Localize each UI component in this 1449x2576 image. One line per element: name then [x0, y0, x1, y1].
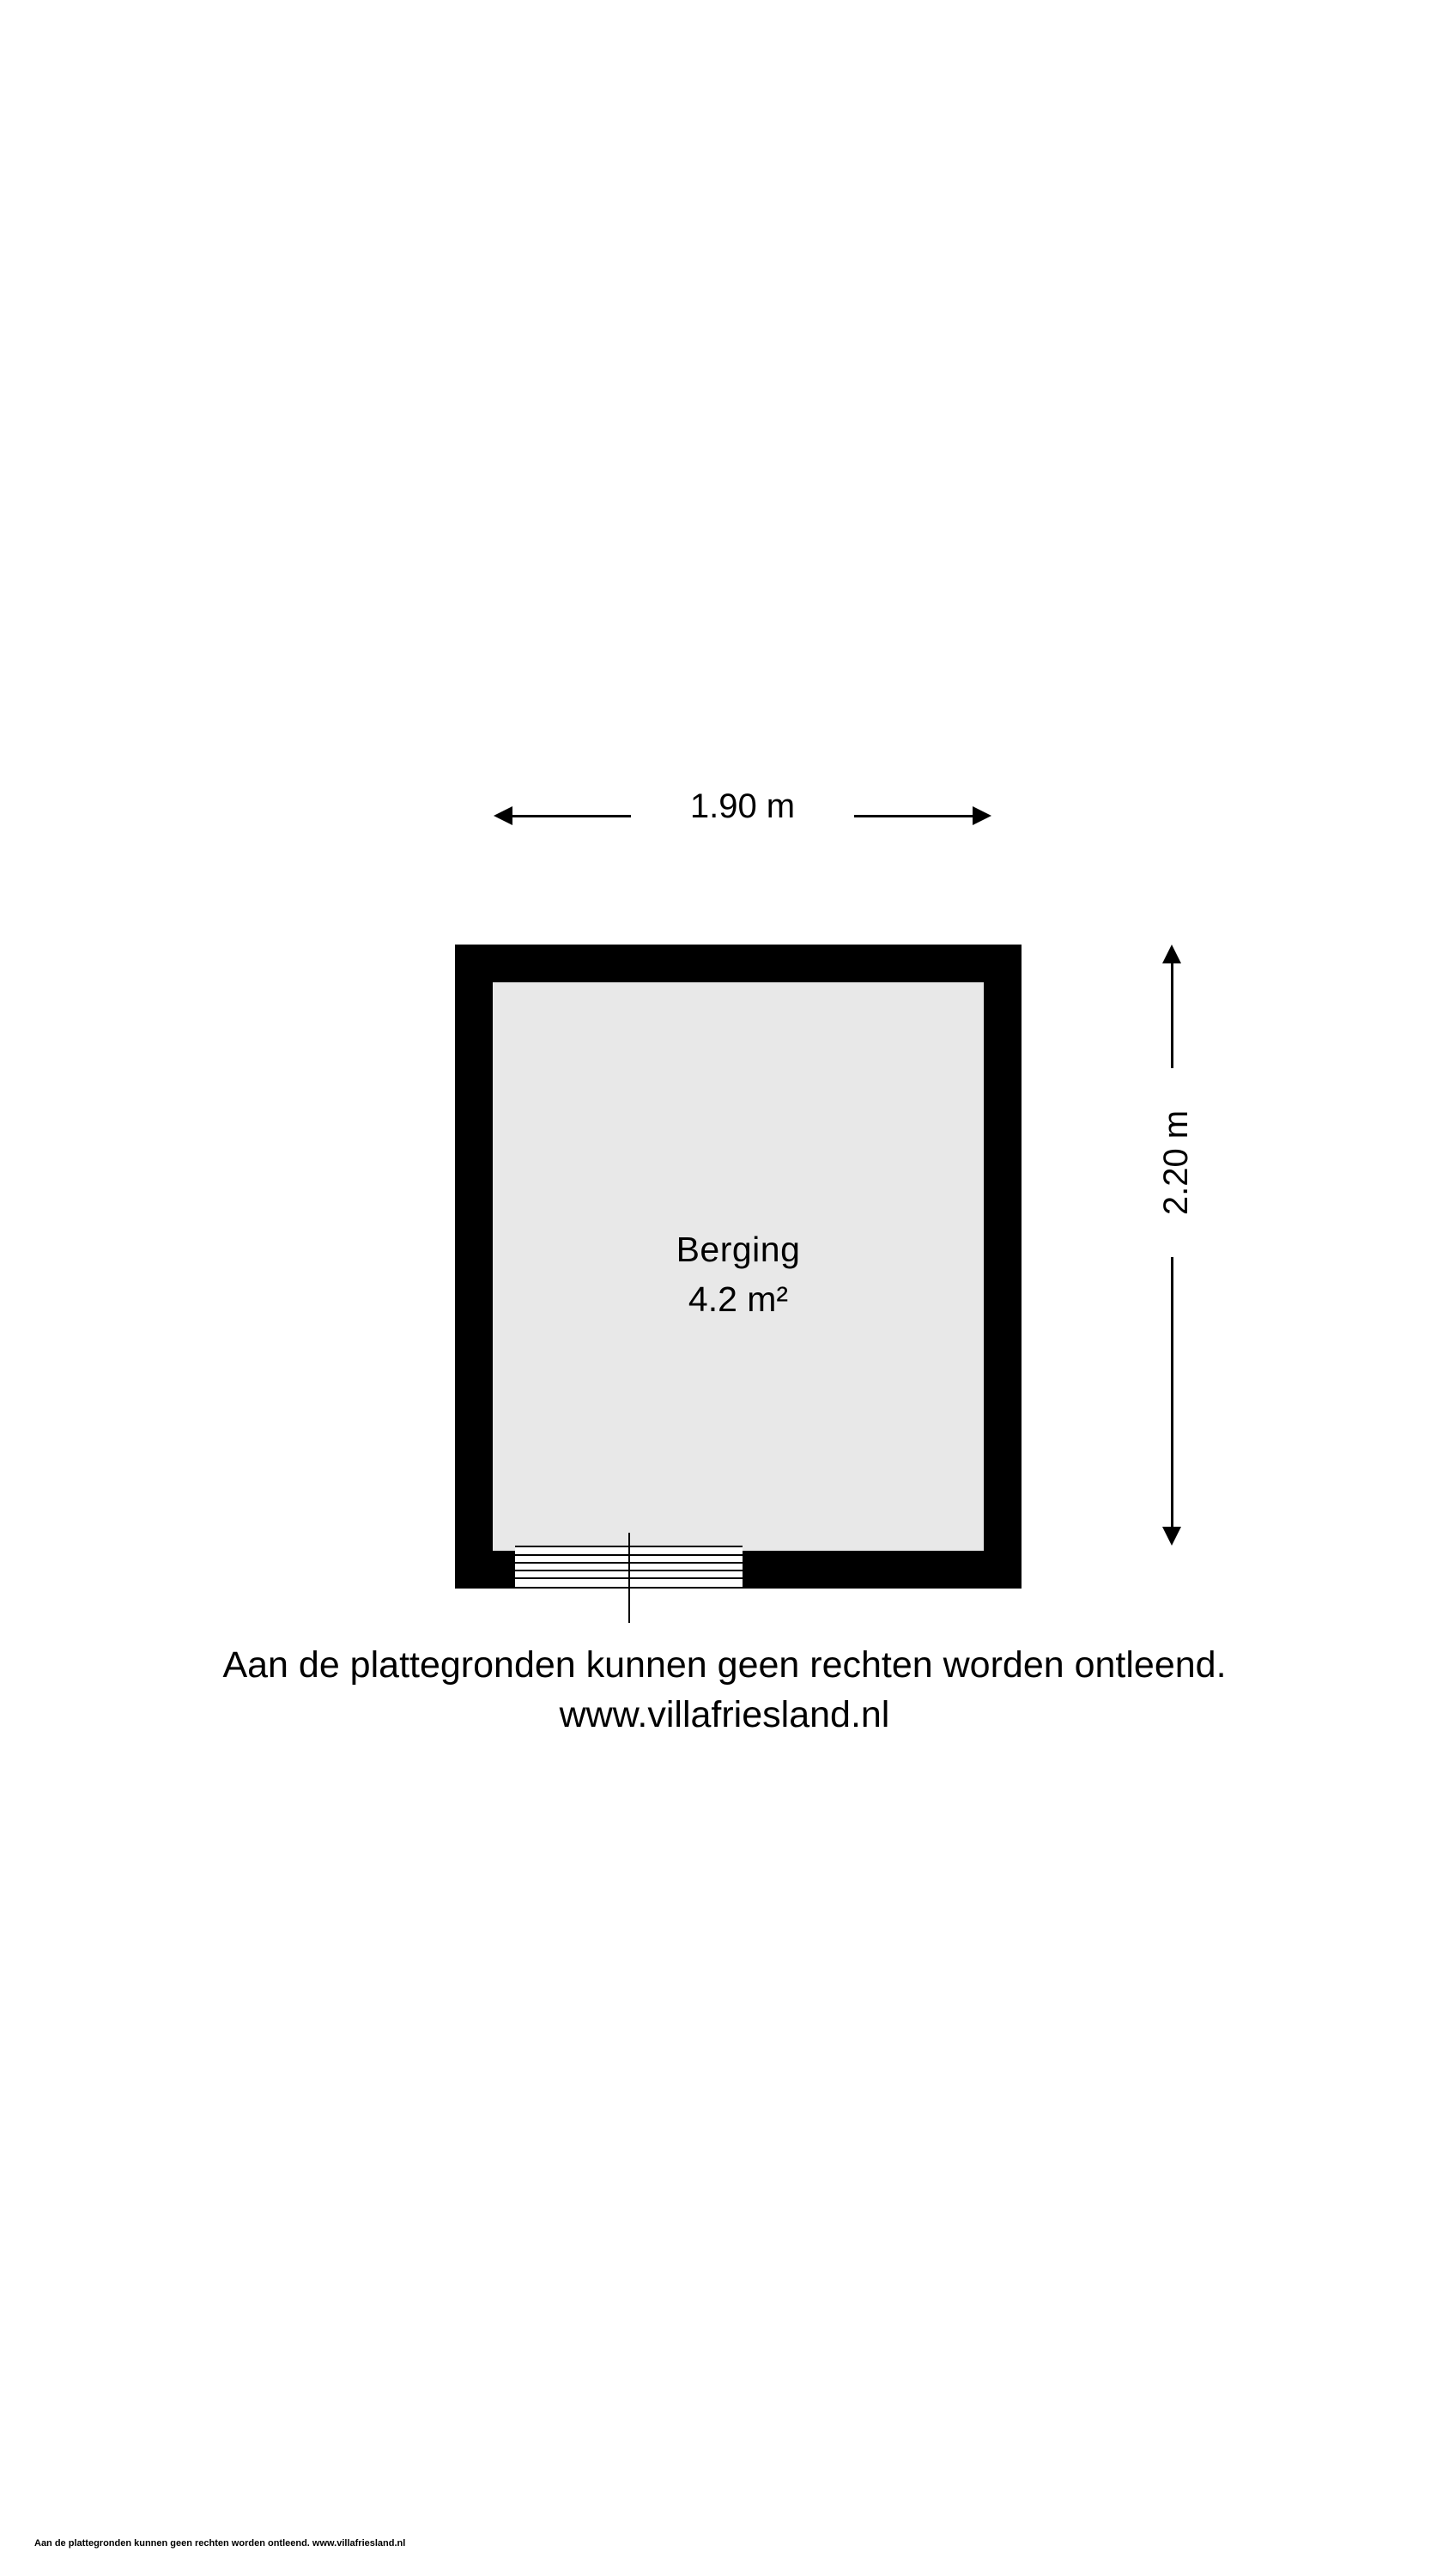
room-interior — [493, 982, 984, 1551]
arrow-right-icon — [973, 806, 991, 825]
footer-note: Aan de plattegronden kunnen geen rechten worden ontleend. www.villafriesland.nl — [34, 2538, 406, 2549]
height-dimension — [1133, 945, 1228, 1546]
height-dimension-label: 2.20 m — [1155, 1068, 1197, 1257]
disclaimer — [0, 1640, 1449, 1740]
room-name-label: Berging — [676, 1230, 801, 1269]
room-walls — [455, 945, 1022, 1589]
door-axis-line — [628, 1533, 630, 1623]
arrow-down-icon — [1162, 1527, 1181, 1546]
disclaimer-line-1: Aan de plattegronden kunnen geen rechten worden ontleend. — [222, 1644, 1227, 1686]
width-dimension-label: 1.90 m — [631, 786, 854, 827]
website-url: www.villafriesland.nl — [559, 1694, 890, 1735]
width-dimension — [494, 786, 991, 846]
room-area-label: 4.2 m² — [688, 1279, 789, 1319]
